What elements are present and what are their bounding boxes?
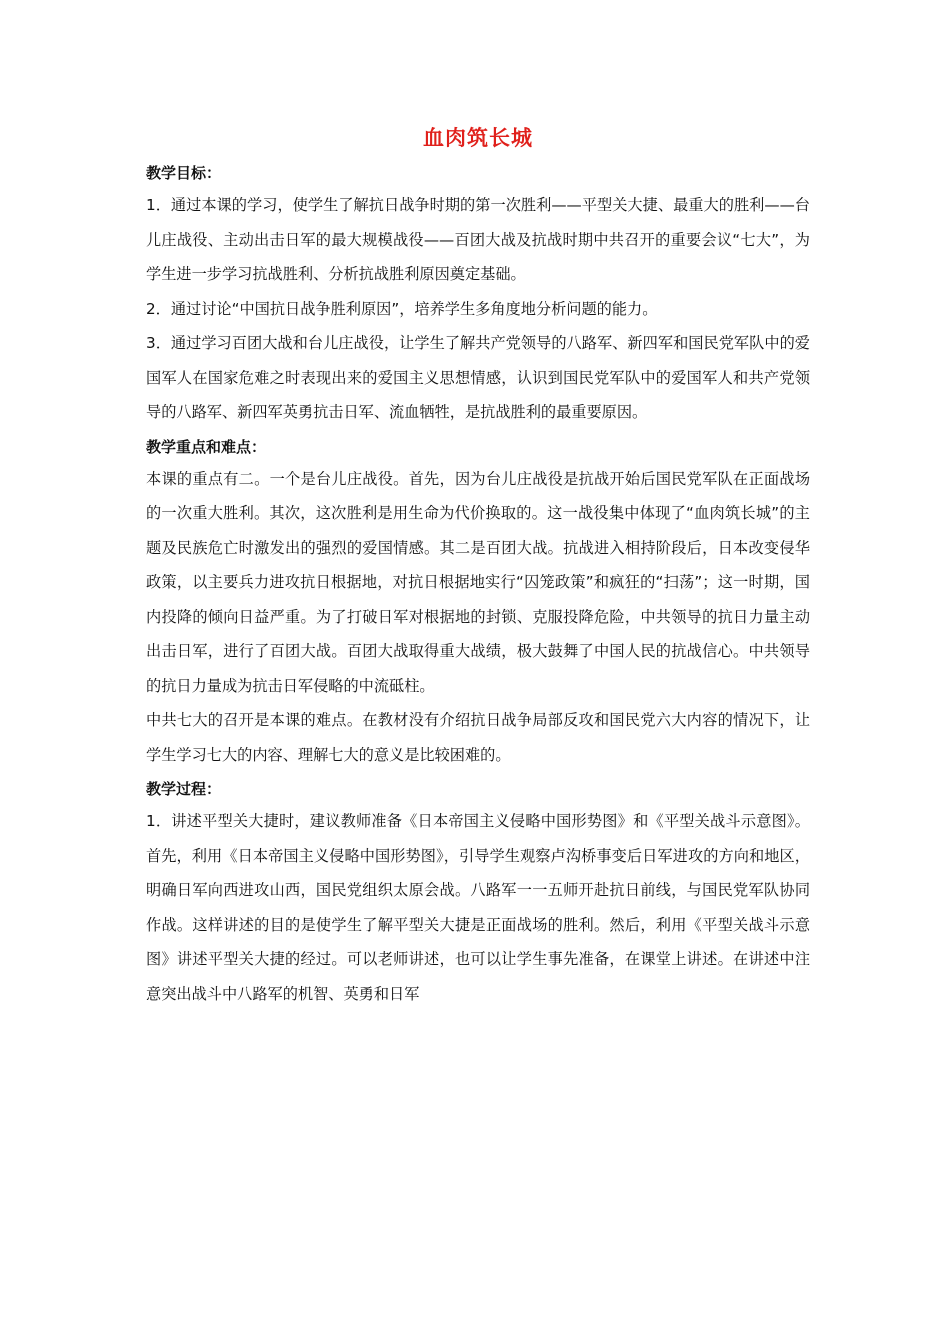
- paragraph: 本课的重点有二。一个是台儿庄战役。首先，因为台儿庄战役是抗战开始后国民党军队在正面战场的一次重大胜利。其次，这次胜利是用生命为代价换取的。这一战役集中体现了“血肉筑长城”的主题及民族危亡时激发出的强烈的爱国情感。其二是百团大战。抗战进入相持阶段后，日本改变侵华政策，以主要兵力进攻抗日根据地，对抗日根据地实行“囚笼政策”和疯狂的“扫荡”；这一时期，国内投降的倾向日益严重。为了打破日军对根据地的封锁、克服投降危险，中共领导的抗日力量主动出击日军，进行了百团大战。百团大战取得重大战绩，极大鼓舞了中国人民的抗战信心。中共领导的抗日力量成为抗击日军侵略的中流砥柱。: [146, 469, 810, 695]
- section-heading: 教学过程：: [146, 780, 222, 798]
- paragraph: 1．讲述平型关大捷时，建议教师准备《日本帝国主义侵略中国形势图》和《平型关战斗示意图》。首先，利用《日本帝国主义侵略中国形势图》，引导学生观察卢沟桥事变后日军进攻的方向和地区，明确日军向西进攻山西，国民党组织太原会战。八路军一一五师开赴抗日前线，与国民党军队协同作战。这样讲述的目的是使学生了解平型关大捷是正面战场的胜利。然后，利用《平型关战斗示意图》讲述平型关大捷的经过。可以老师讲述，也可以让学生事先准备，在课堂上讲述。在讲述中注意突出战斗中八路军的机智、英勇和日军: [146, 812, 810, 1003]
- section-heading: 教学目标：: [146, 164, 222, 182]
- document-title: 血肉筑长城: [423, 126, 533, 150]
- paragraph: 3．通过学习百团大战和台儿庄战役，让学生了解共产党领导的八路军、新四军和国民党军队中的爱国军人在国家危难之时表现出来的爱国主义思想情感，认识到国民党军队中的爱国军人和共产党领导的八路军、新四军英勇抗击日军、流血牺牲，是抗战胜利的最重要原因。: [146, 334, 810, 421]
- section-heading: 教学重点和难点：: [146, 437, 267, 456]
- section-objectives: [146, 158, 810, 430]
- section-key-points: [146, 432, 810, 773]
- paragraph: 2．通过讨论“中国抗日战争胜利原因”，培养学生多角度地分析问题的能力。: [146, 299, 658, 318]
- paragraph: 1．通过本课的学习，使学生了解抗日战争时期的第一次胜利——平型关大捷、最重大的胜利——台儿庄战役、主动出击日军的最大规模战役——百团大战及抗战时期中共召开的重要会议“七大”，为学生进一步学习抗战胜利、分析抗战胜利原因奠定基础。: [146, 196, 810, 283]
- section-process: [146, 774, 810, 1011]
- document-body: [146, 122, 810, 1011]
- paragraph: 中共七大的召开是本课的难点。在教材没有介绍抗日战争局部反攻和国民党六大内容的情况下，让学生学习七大的内容、理解七大的意义是比较困难的。: [146, 711, 810, 764]
